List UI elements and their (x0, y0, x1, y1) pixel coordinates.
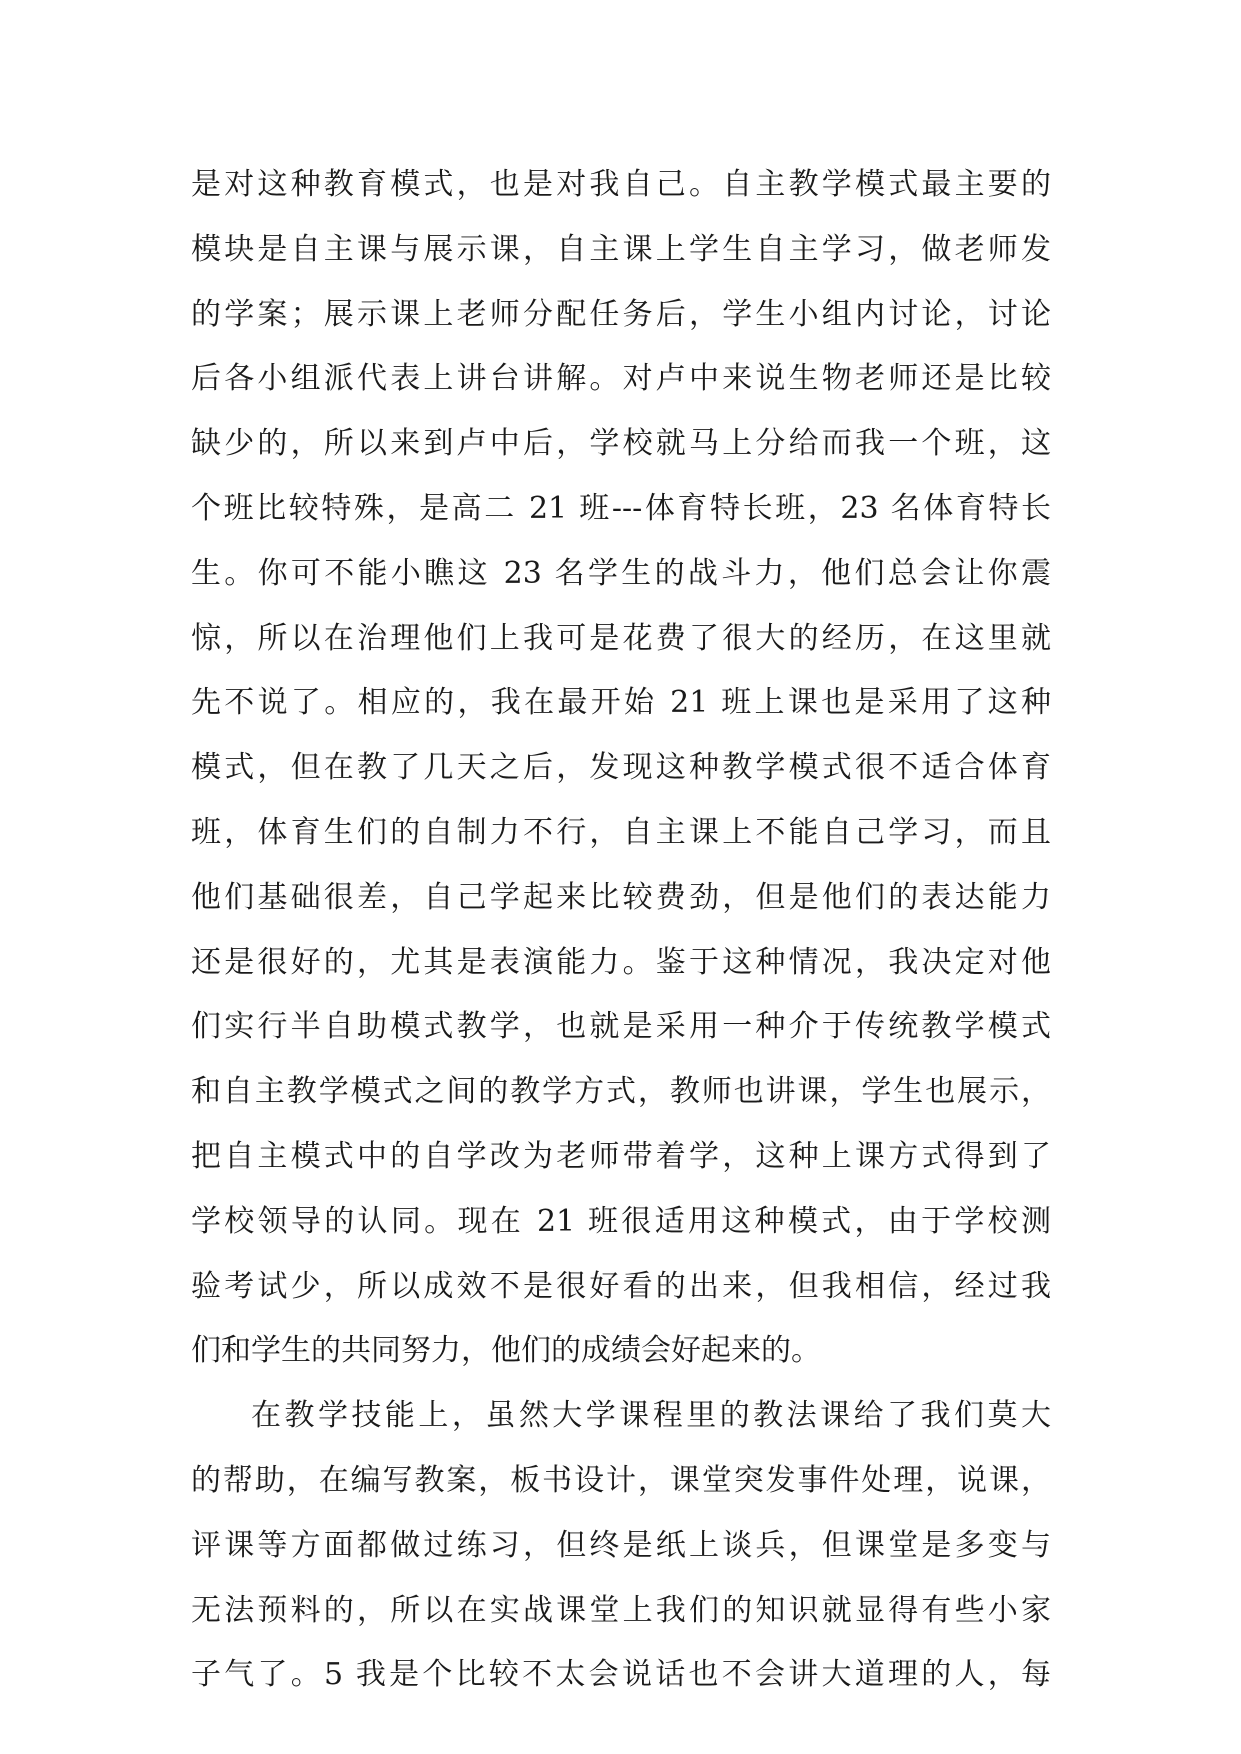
text-line: 还是很好的，尤其是表演能力。鉴于这种情况，我决定对他 (191, 944, 1051, 980)
text-line: 验考试少，所以成效不是很好看的出来，但我相信，经过我 (191, 1268, 1051, 1304)
text-line: 子气了。5 我是个比较不太会说话也不会讲大道理的人，每 (191, 1657, 1051, 1693)
text-line: 把自主模式中的自学改为老师带着学，这种上课方式得到了 (191, 1138, 1051, 1174)
text-line: 的帮助，在编写教案，板书设计，课堂突发事件处理，说课， (191, 1462, 1051, 1498)
text-line: 班，体育生们的自制力不行，自主课上不能自己学习，而且 (191, 814, 1051, 850)
text-line: 模式，但在教了几天之后，发现这种教学模式很不适合体育 (191, 750, 1051, 786)
text-line: 他们基础很差，自己学起来比较费劲，但是他们的表达能力 (191, 879, 1051, 915)
text-line: 是对这种教育模式，也是对我自己。自主教学模式最主要的 (191, 167, 1051, 202)
paragraph-end-line: 们和学生的共同努力，他们的成绩会好起来的。 (191, 1333, 821, 1369)
paragraph-start-line: 在教学技能上，虽然大学课程里的教法课给了我们莫大 (251, 1398, 1051, 1434)
text-line: 们实行半自助模式教学，也就是采用一种介于传统教学模式 (191, 1009, 1051, 1045)
text-line: 和自主教学模式之间的教学方式，教师也讲课，学生也展示， (191, 1074, 1051, 1110)
text-line: 评课等方面都做过练习，但终是纸上谈兵，但课堂是多变与 (191, 1527, 1051, 1563)
text-line: 个班比较特殊，是高二 21 班---体育特长班，23 名体育特长 (191, 490, 1051, 526)
text-line: 先不说了。相应的，我在最开始 21 班上课也是采用了这种 (191, 685, 1051, 721)
text-line: 模块是自主课与展示课，自主课上学生自主学习，做老师发 (191, 231, 1051, 267)
text-line: 无法预料的，所以在实战课堂上我们的知识就显得有些小家 (191, 1592, 1051, 1628)
text-line: 后各小组派代表上讲台讲解。对卢中来说生物老师还是比较 (191, 361, 1051, 397)
body-text (191, 160, 1051, 1715)
text-line: 惊，所以在治理他们上我可是花费了很大的经历，在这里就 (191, 620, 1051, 656)
text-line: 学校领导的认同。现在 21 班很适用这种模式，由于学校测 (191, 1203, 1051, 1239)
text-line: 的学案；展示课上老师分配任务后，学生小组内讨论，讨论 (191, 296, 1051, 332)
text-line: 缺少的，所以来到卢中后，学校就马上分给而我一个班，这 (191, 426, 1051, 462)
text-line: 生。你可不能小瞧这 23 名学生的战斗力，他们总会让你震 (191, 555, 1051, 591)
